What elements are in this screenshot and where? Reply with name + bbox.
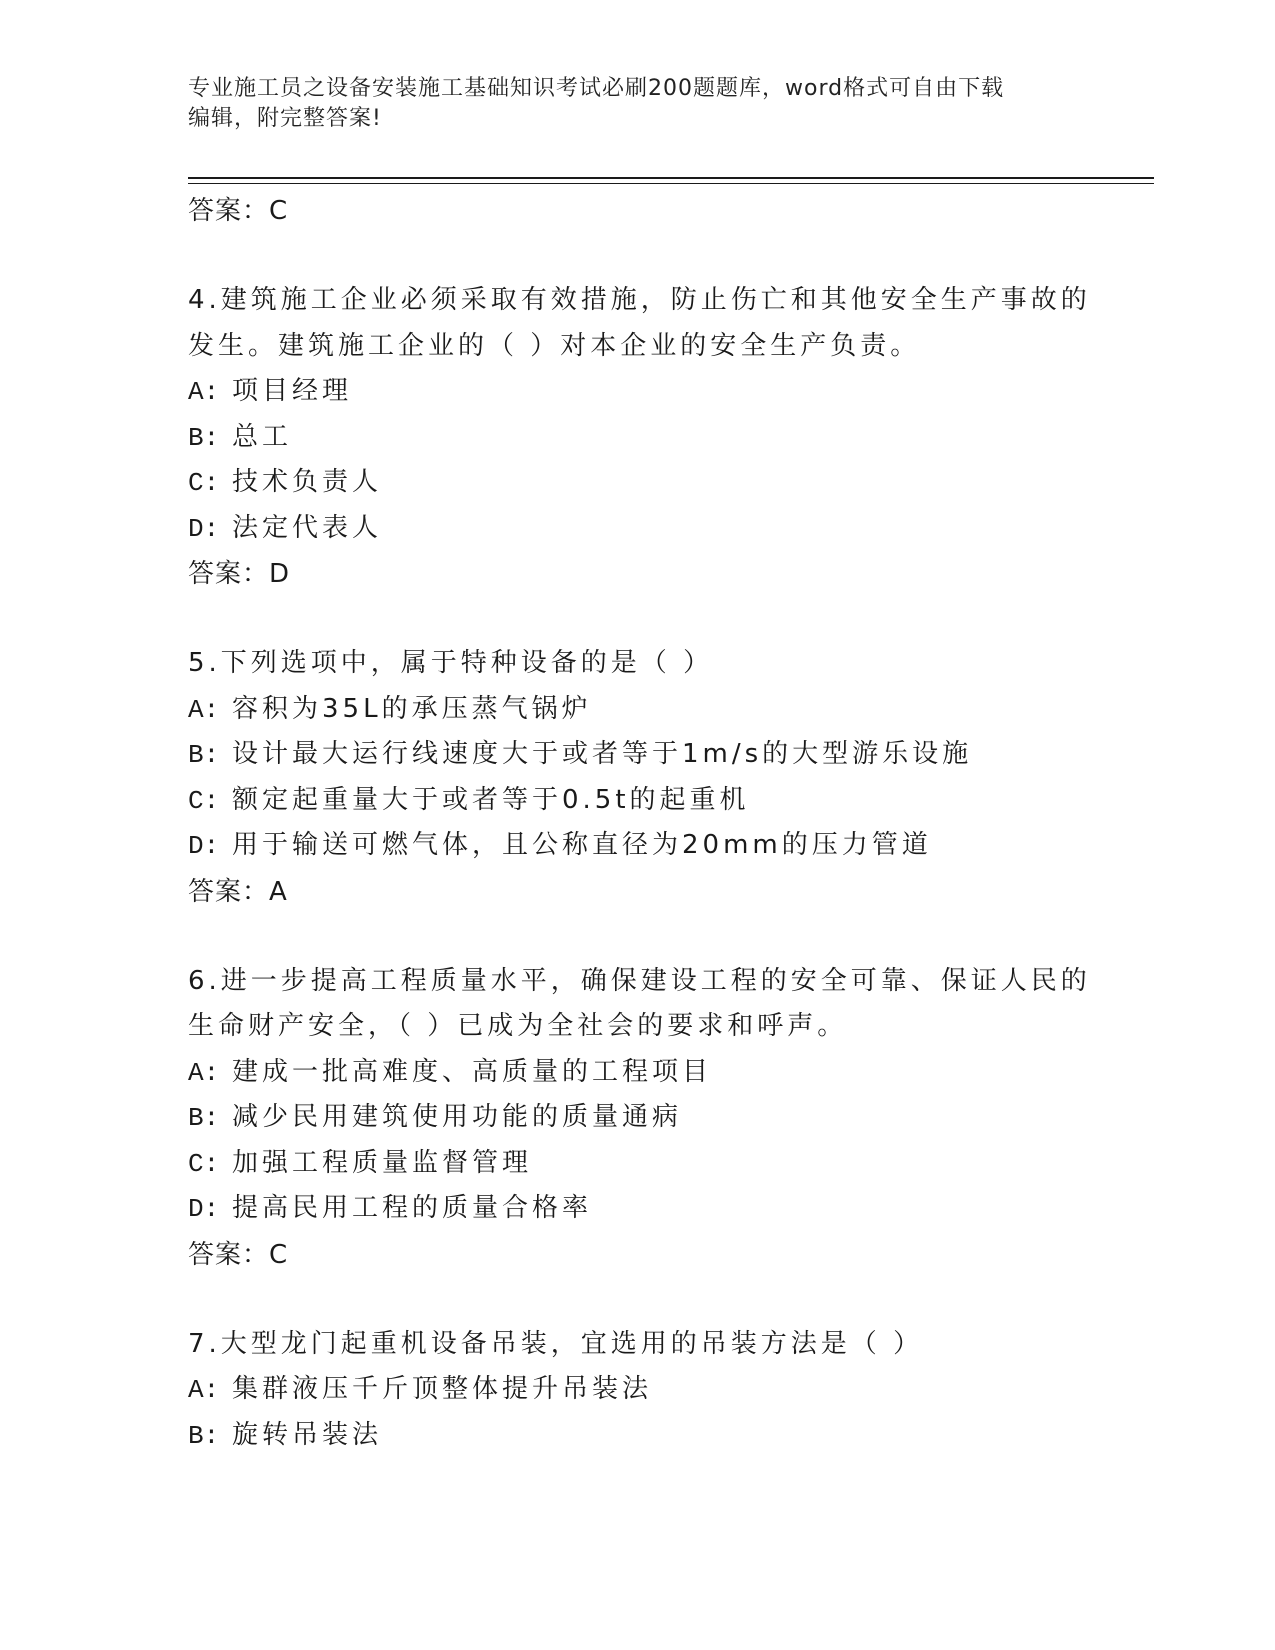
option-d — [188, 1186, 1088, 1232]
option-letter: A: — [188, 694, 220, 725]
header-divider-thin — [188, 183, 1154, 184]
option-letter: B: — [188, 740, 220, 770]
option-letter: C: — [188, 1148, 220, 1179]
spacer — [188, 1278, 1088, 1322]
option-letter: D: — [188, 831, 220, 861]
option-b — [188, 732, 1088, 778]
spacer — [188, 915, 1088, 959]
question-stem: 7.大型龙门起重机设备吊装，宜选用的吊装方法是（ ） — [188, 1328, 924, 1359]
option-letter: B: — [188, 1103, 220, 1133]
spacer — [188, 597, 1088, 641]
option-d — [188, 506, 1088, 552]
option-letter: C: — [188, 468, 220, 498]
header-divider-thick — [188, 177, 1154, 179]
option-text: 项目经理 — [232, 376, 353, 406]
question-stem: 4.建筑施工企业必须采取有效措施，防止伤亡和其他安全生产事故的 — [188, 285, 1091, 315]
question-stem: 6.进一步提高工程质量水平，确保建设工程的安全可靠、保证人民的 — [188, 965, 1091, 996]
option-c — [188, 1141, 1088, 1187]
header-title-line-1: 专业施工员之设备安装施工基础知识考试必刷200题题库，word格式可自由下载 — [188, 76, 1005, 101]
answer-line: 答案：A — [188, 876, 288, 907]
header-title-line-2: 编辑，附完整答案! — [188, 106, 382, 131]
question-block — [188, 278, 1091, 641]
question-block — [188, 1322, 1088, 1459]
question-stem: 生命财产安全，（ ）已成为全社会的要求和呼声。 — [188, 1011, 848, 1041]
option-text: 设计最大运行线速度大于或者等于1m/s的大型游乐设施 — [232, 739, 973, 769]
option-text: 提高民用工程的质量合格率 — [232, 1193, 593, 1223]
option-text: 容积为35L的承压蒸气锅炉 — [232, 693, 592, 724]
answer-line: 答案：C — [188, 1239, 289, 1270]
option-c — [188, 460, 1088, 506]
option-a — [188, 1367, 1088, 1413]
option-c — [188, 778, 1088, 824]
document-body — [188, 188, 1091, 1458]
question-block — [188, 641, 1088, 959]
option-text: 集群液压千斤顶整体提升吊装法 — [232, 1374, 653, 1404]
option-letter: D: — [188, 1194, 220, 1224]
option-text: 建成一批高难度、高质量的工程项目 — [232, 1056, 713, 1087]
option-letter: B: — [188, 1420, 220, 1451]
option-d — [188, 823, 1088, 869]
option-a — [188, 687, 1088, 733]
option-text: 总工 — [232, 421, 293, 452]
option-letter: A: — [188, 377, 220, 407]
option-text: 加强工程质量监督管理 — [232, 1147, 533, 1178]
option-b — [188, 1413, 1088, 1459]
option-a — [188, 1050, 1088, 1096]
document-header — [188, 74, 1088, 134]
option-letter: A: — [188, 1375, 220, 1405]
option-text: 额定起重量大于或者等于0.5t的起重机 — [232, 784, 750, 815]
option-a — [188, 369, 1088, 415]
question-stem: 发生。建筑施工企业的（ ）对本企业的安全生产负责。 — [188, 330, 921, 361]
question-block — [188, 959, 1091, 1322]
option-text: 旋转吊装法 — [232, 1419, 383, 1450]
question-stem: 5.下列选项中，属于特种设备的是（ ） — [188, 648, 714, 678]
answer-line: 答案：C — [188, 196, 289, 226]
option-text: 减少民用建筑使用功能的质量通病 — [232, 1102, 683, 1132]
option-letter: A: — [188, 1057, 220, 1088]
option-b — [188, 1095, 1088, 1141]
option-text: 用于输送可燃气体，且公称直径为20mm的压力管道 — [232, 830, 932, 860]
option-text: 技术负责人 — [232, 467, 383, 497]
option-letter: B: — [188, 422, 220, 453]
option-b — [188, 415, 1088, 461]
option-letter: C: — [188, 785, 220, 816]
option-text: 法定代表人 — [232, 512, 383, 543]
spacer — [188, 234, 1088, 278]
answer-line: 答案：D — [188, 559, 291, 589]
option-letter: D: — [188, 513, 220, 544]
